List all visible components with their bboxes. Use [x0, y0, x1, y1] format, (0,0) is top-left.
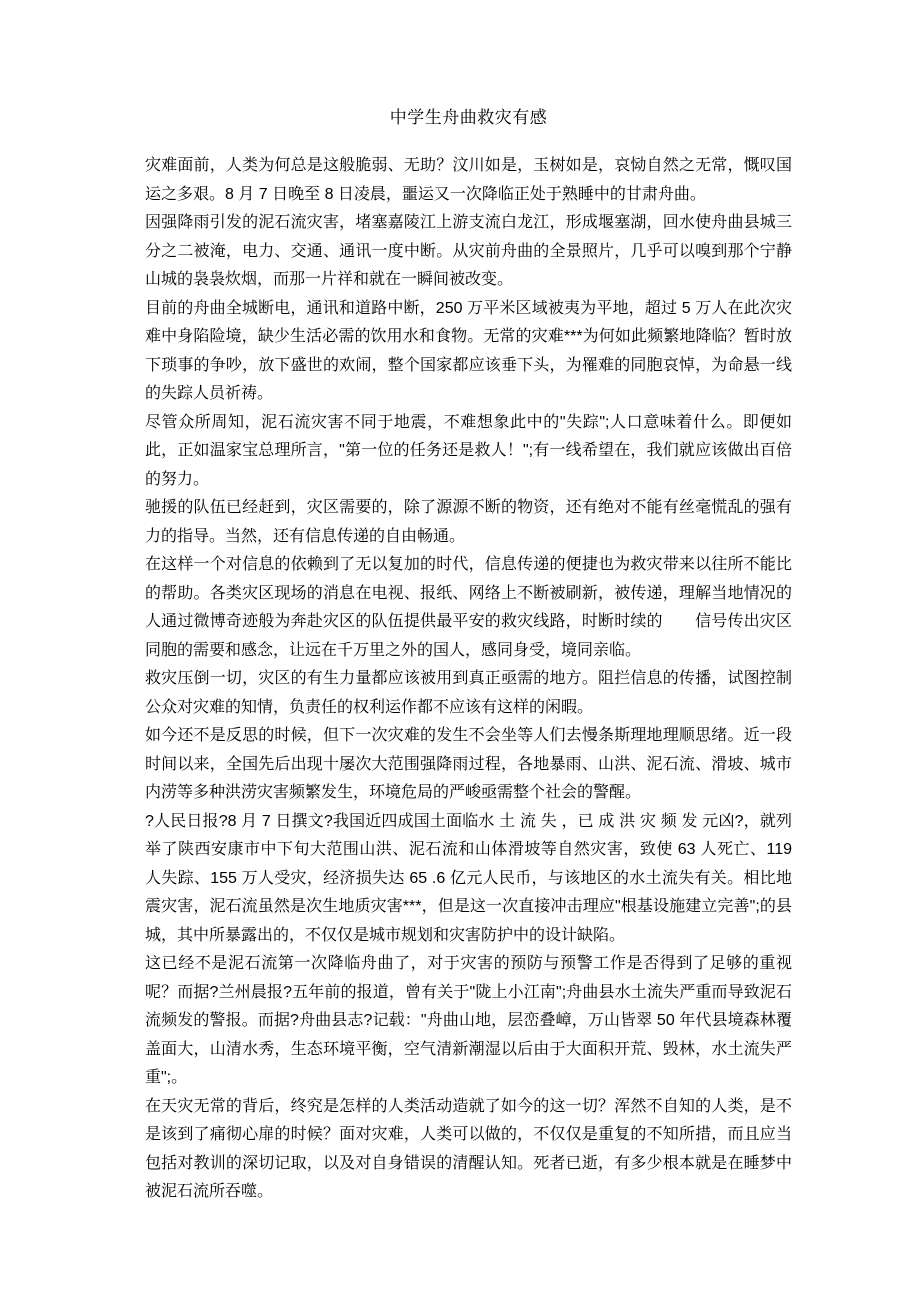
paragraph: 在这样一个对信息的依赖到了无以复加的时代，信息传递的便捷也为救灾带来以往所不能比的帮助。各类灾区现场的消息在电视、报纸、网络上不断被刷新，被传递，理解当地情况的人通过微博奇迹般为奔赴灾区的队伍提供最平安的救灾线路，时断时续的 信号传出灾区同胞的需要和感念，让远在千万里之外的国人，感同身受，境同亲临。 — [145, 556, 792, 659]
paragraph: 尽管众所周知，泥石流灾害不同于地震，不难想象此中的"失踪";人口意味着什么。即便如此，正如温家宝总理所言，"第一位的任务还是救人！";有一线希望在，我们就应该做出百倍的努力。 — [145, 413, 792, 488]
paragraph: 这已经不是泥石流第一次降临舟曲了，对于灾害的预防与预警工作是否得到了足够的重视呢？而据?兰州晨报?五年前的报道，曾有关于"陇上小江南";舟曲县水土流失严重而导致泥石流频发的警报。而据?舟曲县志?记载："舟曲山地，层峦叠嶂，万山皆翠 50 年代县境森林覆盖面大，山清水秀，生态环境平衡，空气清新潮湿以后由于大面积开荒、毁林，水土流失严重";。 — [145, 955, 792, 1086]
paragraph: 在天灾无常的背后，终究是怎样的人类活动造就了如今的这一切？浑然不自知的人类，是不是该到了痛彻心扉的时候？面对灾难，人类可以做的，不仅仅是重复的不知所措，而且应当包括对教训的深切记取，以及对自身错误的清醒认知。死者已逝，有多少根本就是在睡梦中被泥石流所吞噬。 — [145, 1097, 792, 1200]
paragraph: ?人民日报?8 月 7 日撰文?我国近四成国土面临水 土 流 失 ，已 成 洪 灾 频 发 元凶?，就列举了陕西安康市中下旬大范围山洪、泥石流和山体滑坡等自然灾害，致使 63 人死亡、119 人失踪、155 万人受灾，经济损失达 65 .6 亿元人民币，与该地区的水土流失有关。相比地震灾害，泥石流虽然是次生地质灾害***，但是这一次直接冲击理应"根基设施建立完善";的县城，其中所暴露出的，不仅仅是城市规划和灾害防护中的设计缺陷。 — [145, 812, 792, 944]
paragraph: 驰援的队伍已经赶到，灾区需要的，除了源源不断的物资，还有绝对不能有丝毫慌乱的强有力的指导。当然，还有信息传递的自由畅通。 — [145, 499, 792, 545]
paragraph: 如今还不是反思的时候，但下一次灾难的发生不会坐等人们去慢条斯理地理顺思绪。近一段时间以来，全国先后出现十屡次大范围强降雨过程，各地暴雨、山洪、泥石流、滑坡、城市内涝等多种洪涝灾害频繁发生，环境危局的严峻亟需整个社会的警醒。 — [145, 727, 792, 801]
paragraph: 目前的舟曲全城断电，通讯和道路中断，250 万平米区域被夷为平地，超过 5 万人在此次灾难中身陷险境，缺少生活必需的饮用水和食物。无常的灾难***为何如此频繁地降临？暂时放下琐事的争吵，放下盛世的欢闹，整个国家都应该垂下头，为罹难的同胞哀悼，为命悬一线的失踪人员祈祷。 — [145, 299, 792, 402]
paragraph: 灾难面前，人类为何总是这般脆弱、无助？汶川如是，玉树如是，哀恸自然之无常，慨叹国运之多艰。8 月 7 日晚至 8 日凌晨，噩运又一次降临正处于熟睡中的甘肃舟曲。 — [145, 157, 792, 203]
paragraph: 救灾压倒一切，灾区的有生力量都应该被用到真正亟需的地方。阻拦信息的传播，试图控制公众对灾难的知情，负责任的权利运作都不应该有这样的闲暇。 — [145, 670, 792, 716]
document-title: 中学生舟曲救灾有感 — [389, 108, 548, 127]
paragraph: 因强降雨引发的泥石流灾害，堵塞嘉陵江上游支流白龙江，形成堰塞湖，回水使舟曲县城三分之二被淹，电力、交通、通讯一度中断。从灾前舟曲的全景照片，几乎可以嗅到那个宁静山城的袅袅炊烟，而那一片祥和就在一瞬间被改变。 — [145, 214, 792, 288]
